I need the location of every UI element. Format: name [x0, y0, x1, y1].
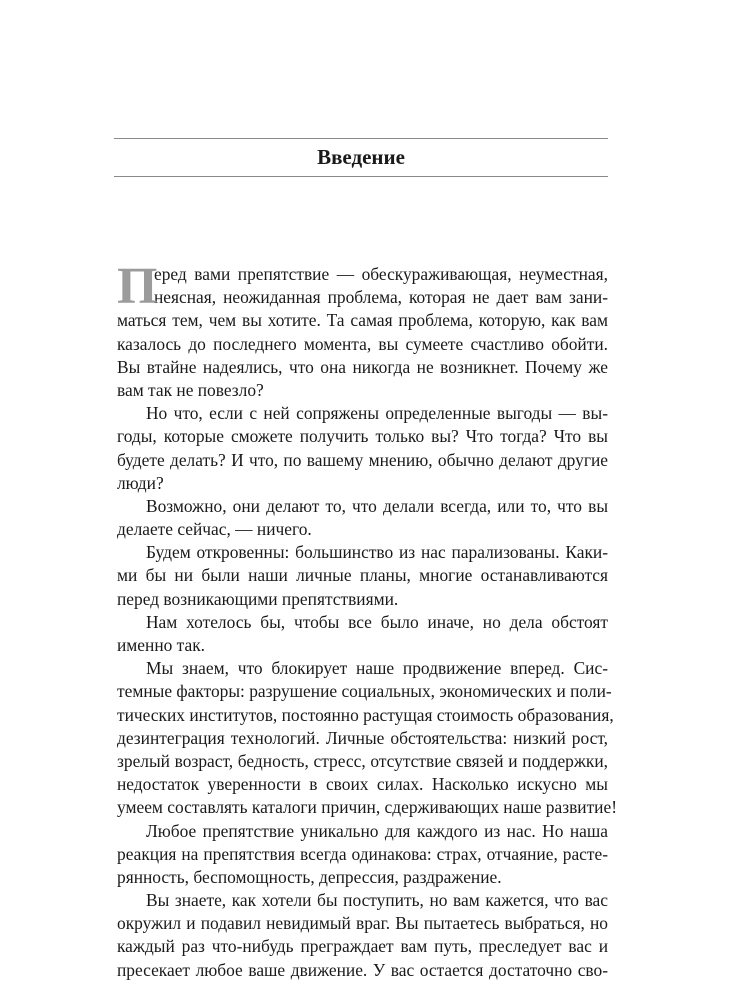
chapter-title: Введение [317, 145, 405, 169]
text-line: дезинтеграция технологий. Личные обстоятельства: низкий рост, [117, 727, 608, 748]
text-line: каждый раз что-нибудь преграждает вам путь, преследует вас и [117, 936, 608, 957]
text-line: тических институтов, постоянно растущая стоимость образования, [117, 704, 614, 725]
drop-cap: П [117, 258, 158, 315]
text-line: темные факторы: разрушение социальных, экономических и поли- [117, 681, 612, 702]
text-line: именно так. [117, 635, 206, 655]
text-line: перед возникающими препятствиями. [117, 588, 399, 609]
title-bottom-rule [114, 176, 608, 177]
text-line: Но что, если с ней сопряжены определенные выгоды — вы- [146, 403, 608, 424]
text-line: Возможно, они делают то, что делали всегда, или то, что вы [146, 495, 608, 516]
body-text [117, 258, 617, 982]
text-line: умеем составлять каталоги причин, сдерживающих наше развитие! [117, 797, 617, 818]
text-line: неясная, неожиданная проблема, которая не дает вам зани- [154, 287, 608, 308]
text-line: еред вами препятствие — обескураживающая, неуместная, [154, 264, 608, 284]
text-line: Нам хотелось бы, чтобы все было иначе, но дела обстоят [146, 611, 608, 632]
text-line: маться тем, чем вы хотите. Та самая проблема, которую, как вам [117, 310, 608, 331]
text-line: будете делать? И что, по вашему мнению, обычно делают другие [117, 449, 608, 470]
text-line: окружил и подавил невидимый враг. Вы пытаетесь выбраться, но [117, 913, 608, 934]
text-line: Вы знаете, как хотели бы поступить, но вам кажется, что вас [146, 890, 608, 911]
text-line: ми бы ни были наши личные планы, многие останавливаются [117, 565, 608, 586]
text-line: Будем откровенны: большинство из нас парализованы. Каки- [146, 542, 608, 563]
text-line: реакция на препятствия всегда одинакова: страх, отчаяние, расте- [117, 843, 608, 864]
text-line: пресекает любое ваше движение. У вас остается достаточно сво- [117, 959, 608, 980]
text-line: Любое препятствие уникально для каждого из нас. Но наша [146, 820, 608, 841]
text-line: люди? [117, 472, 164, 493]
text-line: Вы втайне надеялись, что она никогда не возникнет. Почему же [117, 356, 608, 377]
text-line: делаете сейчас, — ничего. [117, 519, 312, 540]
text-line: рянность, беспомощность, депрессия, раздражение. [117, 866, 502, 887]
text-line: недостаток уверенности в своих силах. Насколько искусно мы [117, 774, 608, 795]
text-line: зрелый возраст, бедность, стресс, отсутствие связей и поддержки, [117, 750, 608, 771]
text-line: казалось до последнего момента, вы сумеете счастливо обойти. [117, 333, 608, 354]
text-line: вам так не повезло? [117, 379, 264, 400]
text-line: Мы знаем, что блокирует наше продвижение вперед. Сис- [146, 658, 608, 679]
text-line: годы, которые сможете получить только вы? Что тогда? Что вы [117, 426, 608, 447]
